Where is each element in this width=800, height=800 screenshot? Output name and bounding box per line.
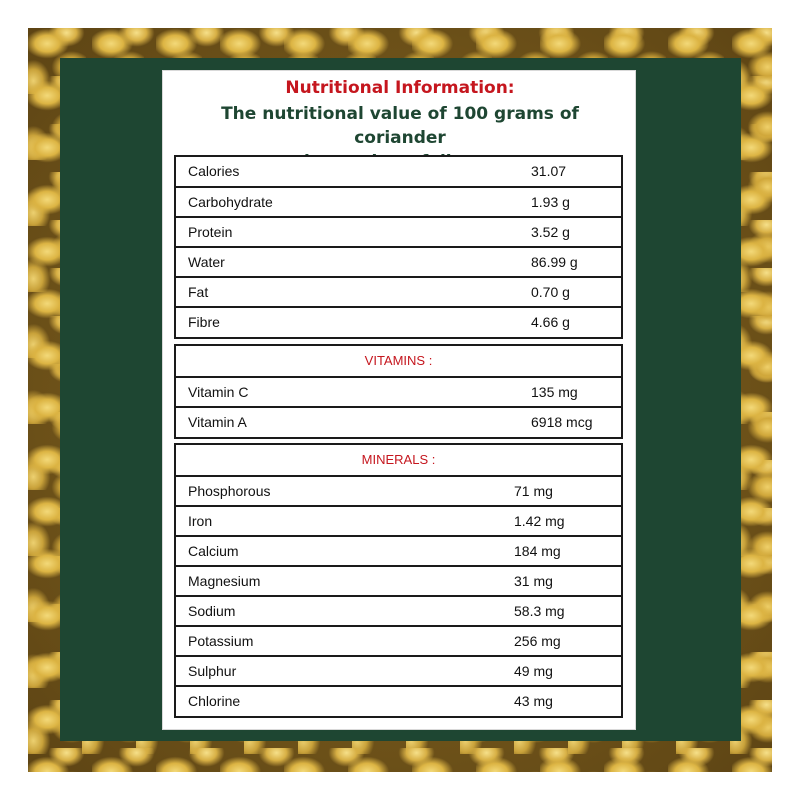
mineral-label: Magnesium (188, 573, 261, 589)
table-row (176, 595, 621, 625)
table-row (176, 216, 621, 246)
mineral-value: 43 mg (514, 693, 553, 709)
nutrient-label: Fat (188, 284, 209, 300)
vitamin-label: Vitamin C (188, 384, 249, 400)
table-row (176, 565, 621, 595)
mineral-value: 58.3 mg (514, 603, 565, 619)
vitamins-heading: VITAMINS : (364, 353, 433, 368)
mineral-value: 184 mg (514, 543, 561, 559)
mineral-label: Phosphorous (188, 483, 271, 499)
mineral-value: 31 mg (514, 573, 553, 589)
mineral-value: 1.42 mg (514, 513, 565, 529)
nutrient-value: 86.99 g (531, 254, 578, 270)
nutrients-table (174, 155, 623, 339)
mineral-label: Potassium (188, 633, 254, 649)
vitamin-value: 6918 mcg (531, 414, 593, 430)
table-row (176, 625, 621, 655)
nutrient-value: 31.07 (531, 163, 567, 179)
table-row (176, 276, 621, 306)
subtitle-line-1: The nutritional value of 100 grams of coriander (221, 104, 579, 148)
mineral-label: Sodium (188, 603, 236, 619)
table-row (176, 306, 621, 336)
vitamin-label: Vitamin A (188, 414, 247, 430)
table-row (176, 505, 621, 535)
table-row (176, 475, 621, 505)
mineral-value: 49 mg (514, 663, 553, 679)
table-row (176, 655, 621, 685)
nutrient-label: Carbohydrate (188, 194, 273, 210)
mineral-value: 71 mg (514, 483, 553, 499)
nutrient-label: Fibre (188, 314, 220, 330)
table-row (176, 406, 621, 436)
mineral-label: Iron (188, 513, 213, 529)
minerals-table (174, 443, 623, 718)
nutrient-value: 3.52 g (531, 224, 570, 240)
nutrient-value: 4.66 g (531, 314, 570, 330)
mineral-label: Sulphur (188, 663, 237, 679)
nutrient-value: 0.70 g (531, 284, 570, 300)
nutrient-label: Water (188, 254, 225, 270)
table-row (176, 376, 621, 406)
vitamin-value: 135 mg (531, 384, 578, 400)
mineral-label: Chlorine (188, 693, 241, 709)
table-row (176, 157, 621, 187)
table-row (176, 685, 621, 715)
minerals-heading: MINERALS : (361, 452, 436, 467)
mineral-label: Calcium (188, 543, 239, 559)
mineral-value: 256 mg (514, 633, 561, 649)
page-title: Nutritional Information: (285, 78, 515, 98)
table-row (176, 535, 621, 565)
table-row (176, 186, 621, 216)
nutrient-label: Protein (188, 224, 233, 240)
nutrient-value: 1.93 g (531, 194, 570, 210)
nutrient-label: Calories (188, 163, 240, 179)
table-row (176, 246, 621, 276)
vitamins-table (174, 344, 623, 439)
